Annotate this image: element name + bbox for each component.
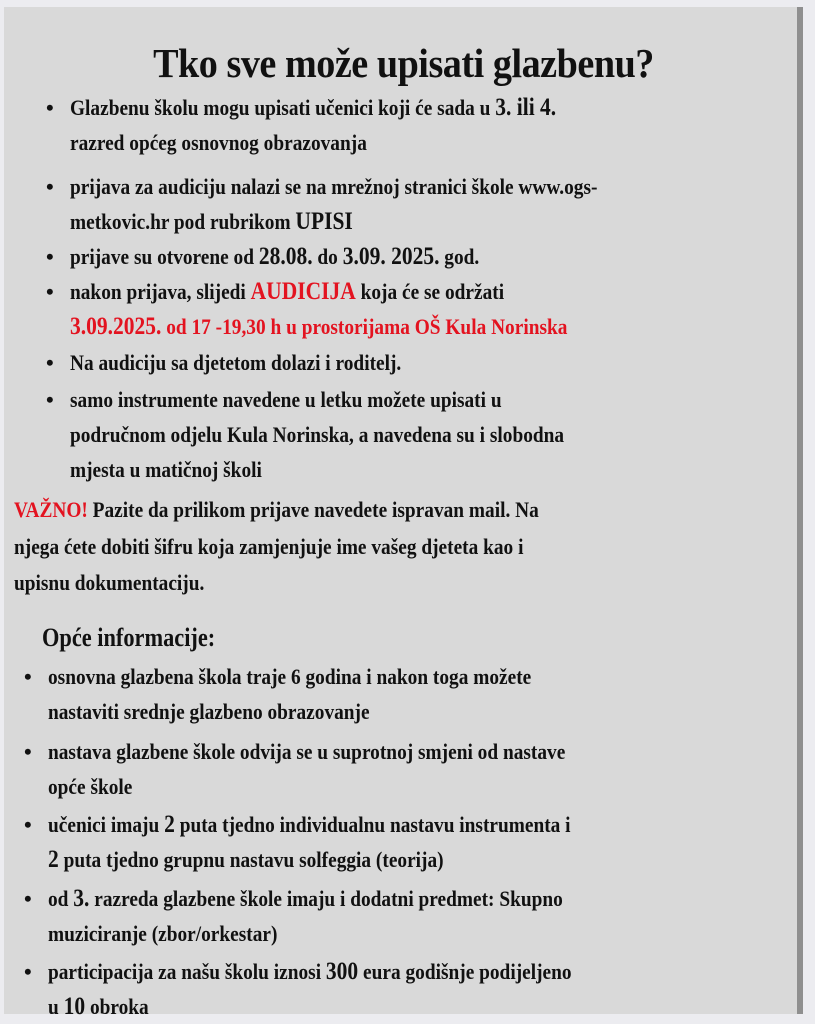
list-item-line bbox=[48, 845, 444, 875]
bullet-dot-icon: • bbox=[46, 350, 54, 375]
bullet-dot-icon: • bbox=[24, 664, 32, 689]
text: obroka bbox=[85, 994, 149, 1019]
fee-amount: 300 bbox=[325, 958, 359, 985]
important-notice-line: upisnu dokumentaciju. bbox=[14, 570, 205, 595]
bullet-dot-icon: • bbox=[46, 244, 54, 269]
text: god. bbox=[439, 244, 480, 269]
list-item-line bbox=[70, 93, 556, 123]
list-item-line: opće škole bbox=[48, 774, 133, 799]
list-item-line bbox=[48, 992, 149, 1022]
list-item-line bbox=[70, 207, 353, 237]
important-notice bbox=[14, 495, 539, 525]
bullet-dot-icon: • bbox=[46, 387, 54, 412]
list-item-line: prijava za audiciju nalazi se na mrežnoj stranici škole www.ogs- bbox=[70, 174, 598, 199]
upisi-label: UPISI bbox=[295, 208, 353, 235]
grade-number: 3. bbox=[73, 885, 90, 912]
text: koja će se održati bbox=[355, 279, 505, 304]
text: Glazbenu školu mogu upisati učenici koji će sada u bbox=[70, 95, 496, 120]
bullet-dot-icon: • bbox=[46, 95, 54, 120]
audition-date: 3.09.2025. bbox=[70, 313, 162, 340]
list-item-line bbox=[70, 277, 504, 307]
flyer-sheet bbox=[4, 7, 803, 1020]
text: u bbox=[48, 994, 64, 1019]
text: Pazite da prilikom prijave navedete ispravan mail. Na bbox=[87, 497, 539, 522]
audition-time-place: od 17 -19,30 h u prostorijama OŠ Kula Norinska bbox=[161, 314, 568, 339]
list-item-line: razred općeg osnovnog obrazovanja bbox=[70, 130, 367, 155]
list-item-line: samo instrumente navedene u letku možete upisati u bbox=[70, 387, 502, 412]
bullet-dot-icon: • bbox=[46, 174, 54, 199]
bullet-dot-icon: • bbox=[46, 279, 54, 304]
list-item-line bbox=[48, 884, 563, 914]
list-item-line: područnom odjelu Kula Norinska, a navedena su i slobodna bbox=[70, 422, 565, 447]
text: metkovic.hr pod rubrikom bbox=[70, 209, 296, 234]
section-heading: Opće informacije: bbox=[42, 623, 216, 652]
audition-label: AUDICIJA bbox=[250, 278, 356, 305]
text: puta tjedno individualnu nastavu instrumenta i bbox=[174, 812, 571, 837]
page-title: Tko sve može upisati glazbenu? bbox=[153, 40, 654, 86]
bullet-dot-icon: • bbox=[24, 959, 32, 984]
important-notice-line: njega ćete dobiti šifru koja zamjenjuje ime vašeg djeteta kao i bbox=[14, 534, 524, 559]
text: participacija za našu školu iznosi bbox=[48, 959, 326, 984]
list-item-line: osnovna glazbena škola traje 6 godina i nakon toga možete bbox=[48, 664, 532, 689]
list-item-line: nastava glazbene škole odvija se u suprotnoj smjeni od nastave bbox=[48, 739, 566, 764]
text: učenici imaju bbox=[48, 812, 165, 837]
text: eura godišnje podijeljeno bbox=[358, 959, 572, 984]
bullet-dot-icon: • bbox=[24, 886, 32, 911]
important-label: VAŽNO! bbox=[14, 497, 88, 522]
list-item-line: nastaviti srednje glazbeno obrazovanje bbox=[48, 699, 370, 724]
list-item-line bbox=[48, 810, 571, 840]
text: do bbox=[312, 244, 343, 269]
list-item-line: muziciranje (zbor/orkestar) bbox=[48, 921, 278, 946]
count: 2 bbox=[48, 846, 59, 873]
audition-details bbox=[70, 312, 567, 342]
count: 2 bbox=[164, 811, 175, 838]
list-item-line bbox=[70, 242, 479, 272]
grade-numbers: 3. ili 4. bbox=[495, 94, 557, 121]
date-start: 28.08. bbox=[258, 243, 313, 270]
list-item-line: Na audiciju sa djetetom dolazi i roditelj. bbox=[70, 350, 402, 375]
text: prijave su otvorene od bbox=[70, 244, 259, 269]
text: nakon prijava, slijedi bbox=[70, 279, 251, 304]
installments-count: 10 bbox=[63, 993, 86, 1020]
bullet-dot-icon: • bbox=[24, 812, 32, 837]
date-end: 3.09. 2025. bbox=[342, 243, 440, 270]
list-item-line bbox=[48, 957, 572, 987]
list-item-line: mjesta u matičnoj školi bbox=[70, 457, 262, 482]
bullet-dot-icon: • bbox=[24, 739, 32, 764]
text: od bbox=[48, 886, 74, 911]
text: puta tjedno grupnu nastavu solfeggia (teorija) bbox=[58, 847, 444, 872]
text: razreda glazbene škole imaju i dodatni predmet: Skupno bbox=[89, 886, 563, 911]
